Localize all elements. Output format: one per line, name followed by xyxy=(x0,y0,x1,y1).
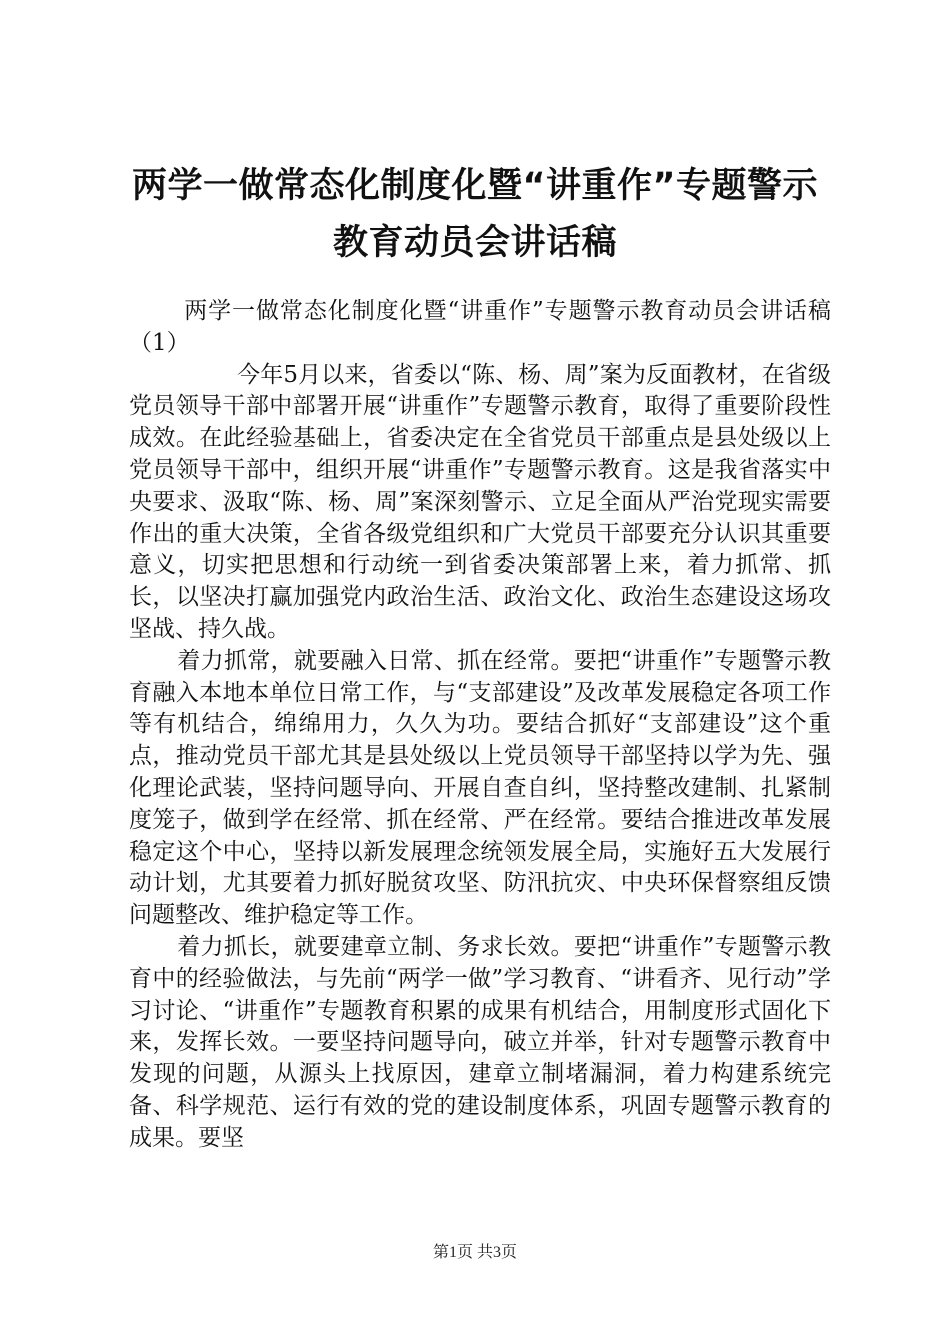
document-body xyxy=(129,296,831,1155)
paragraph-zhuochang: 着力抓常，就要融入日常、抓在经常。要把“讲重作”专题警示教育融入本地本单位日常工作，与“支部建设”及改革发展稳定各项工作等有机结合，绵绵用力，久久为功。要结合抓好“支部建设”这个重点，推动党员干部尤其是县处级以上党员领导干部坚持以学为先、强化理论武装，坚持问题导向、开展自查自纠，坚持整改建制、扎紧制度笼子，做到学在经常、抓在经常、严在经常。要结合推进改革发展稳定这个中心，坚持以新发展理念统领发展全局，实施好五大发展行动计划，尤其要着力抓好脱贫攻坚、防汛抗灾、中央环保督察组反馈问题整改、维护稳定等工作。 xyxy=(129,647,831,929)
document-title-line-1: 两学一做常态化制度化暨“讲重作”专题警示 xyxy=(131,166,818,206)
paragraph-zhuochang-long: 着力抓长，就要建章立制、务求长效。要把“讲重作”专题警示教育中的经验做法，与先前“两学一做”学习教育、“讲看齐、见行动”学习讨论、“讲重作”专题教育积累的成果有机结合，用制度形式固化下来，发挥长效。一要坚持问题导向，破立并举，针对专题警示教育中发现的问题，从源头上找原因，建章立制堵漏洞，着力构建系统完备、科学规范、运行有效的党的建设制度体系，巩固专题警示教育的成果。要坚 xyxy=(129,933,831,1151)
page-footer: 第1页 共3页 xyxy=(432,1244,517,1261)
paragraph-intro: 今年5月以来，省委以“陈、杨、周”案为反面教材，在省级党员领导干部中部署开展“讲重作”专题警示教育，取得了重要阶段性成效。在此经验基础上，省委决定在全省党员干部重点是县处级以上党员领导干部中，组织开展“讲重作”专题警示教育。这是我省落实中央要求、汲取“陈、杨、周”案深刻警示、立足全面从严治党现实需要作出的重大决策，全省各级党组织和广大党员干部要充分认识其重要意义，切实把思想和行动统一到省委决策部署上来，着力抓常、抓长，以坚决打赢加强党内政治生活、政治文化、政治生态建设这场攻坚战、持久战。 xyxy=(129,361,831,642)
document-title-line-2: 教育动员会讲话稿 xyxy=(332,223,617,263)
paragraph-heading-repeat: 两学一做常态化制度化暨“讲重作”专题警示教育动员会讲话稿（1） xyxy=(129,298,831,356)
